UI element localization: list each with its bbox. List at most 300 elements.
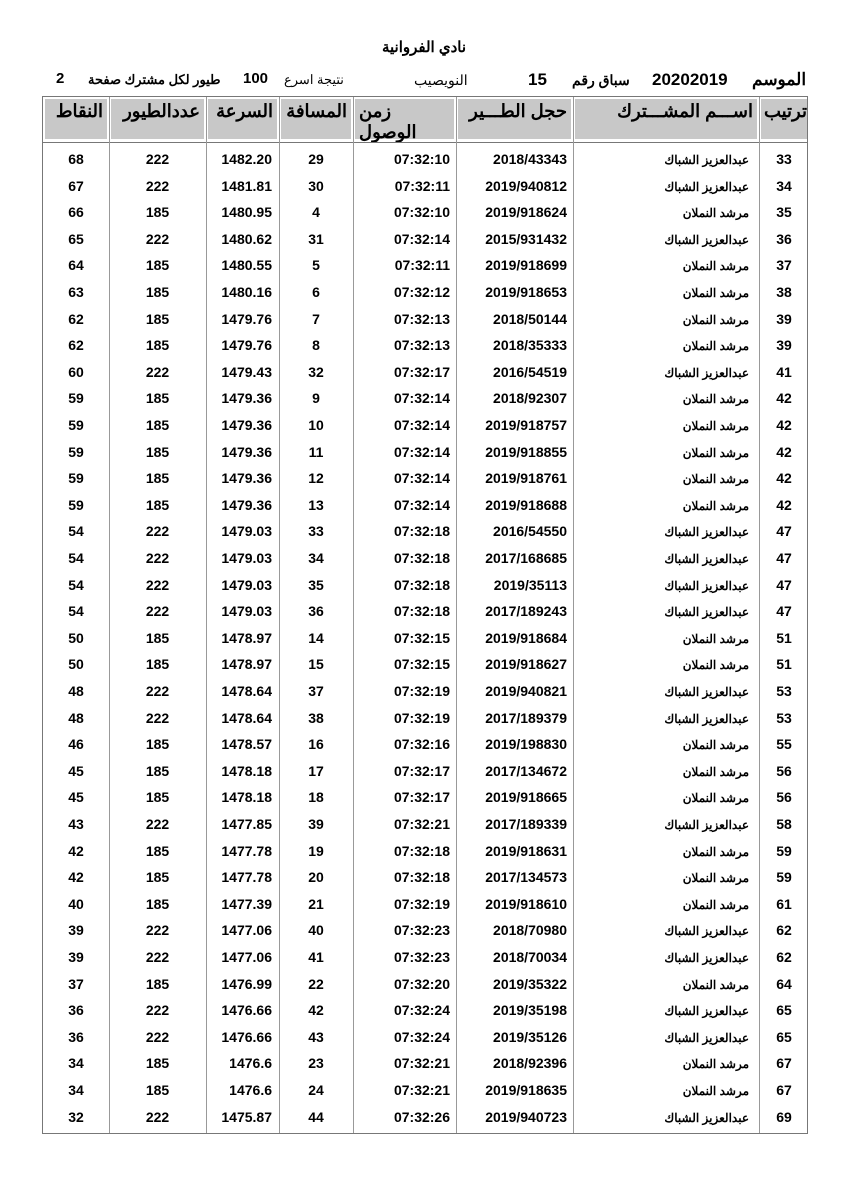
arrival-time-cell: 07:32:11: [394, 177, 450, 194]
ring-number-cell: 2018/35333: [493, 337, 567, 354]
speed-cell: 1478.97: [221, 656, 272, 673]
speed-cell: 1479.76: [221, 337, 272, 354]
arrival-time-cell: 07:32:24: [393, 1002, 450, 1019]
distance-cell: 29: [308, 151, 324, 167]
distance-cell: 43: [308, 1028, 324, 1045]
header-name: اســـم المشـــترك: [575, 99, 757, 139]
bird-count-cell: 222: [145, 1002, 170, 1019]
rank-cell: 56: [776, 789, 792, 806]
points-cell: 40: [68, 895, 84, 912]
distance-cell: 6: [312, 284, 320, 300]
points-cell: 59: [68, 390, 84, 407]
header-divider: [43, 142, 807, 143]
distance-cell: 22: [308, 975, 324, 992]
rank-cell: 58: [776, 816, 792, 832]
rank-cell: 67: [776, 1055, 792, 1072]
participant-name-cell: عبدالعزيز الشباك: [664, 818, 749, 832]
speed-cell: 1475.87: [221, 1108, 272, 1125]
header-speed: السرعة: [208, 99, 277, 139]
table-row: [43, 892, 809, 918]
distance-cell: 20: [308, 869, 324, 886]
table-row: [43, 706, 809, 732]
bird-count-cell: 222: [145, 603, 170, 620]
bird-count-cell: 185: [145, 470, 170, 487]
points-cell: 54: [68, 523, 84, 540]
distance-cell: 10: [308, 417, 324, 433]
distance-cell: 32: [308, 363, 324, 380]
speed-cell: 1476.6: [229, 1055, 272, 1072]
arrival-time-cell: 07:32:18: [393, 869, 450, 886]
bird-count-cell: 185: [145, 443, 170, 460]
ring-number-cell: 2018/70034: [493, 949, 567, 965]
bird-count-cell: 185: [145, 736, 170, 753]
participant-name-cell: عبدالعزيز الشباك: [664, 578, 749, 593]
speed-cell: 1480.16: [221, 284, 272, 300]
speed-cell: 1479.43: [221, 363, 272, 380]
arrival-time-cell: 07:32:14: [393, 443, 450, 460]
bird-count-cell: 185: [145, 1082, 170, 1098]
ring-number-cell: 2016/54550: [493, 523, 567, 540]
points-cell: 67: [68, 177, 84, 194]
points-cell: 43: [68, 816, 84, 832]
bird-count-cell: 222: [145, 177, 170, 194]
participant-name-cell: مرشد النملان: [682, 977, 749, 992]
rank-cell: 62: [776, 922, 792, 939]
points-cell: 32: [68, 1108, 84, 1125]
table-row: [43, 599, 809, 625]
table-row: [43, 972, 809, 998]
arrival-time-cell: 07:32:11: [394, 257, 450, 274]
participant-name-cell: مرشد النملان: [682, 312, 749, 327]
speed-cell: 1479.76: [221, 310, 272, 327]
ring-number-cell: 2019/918635: [485, 1082, 567, 1098]
table-row: [43, 546, 809, 572]
table-row: [43, 280, 809, 306]
bird-count-cell: 185: [145, 762, 170, 779]
ring-number-cell: 2019/940812: [485, 177, 567, 194]
distance-cell: 36: [308, 603, 324, 620]
distance-cell: 40: [308, 922, 324, 939]
bird-count-cell: 185: [145, 895, 170, 912]
speed-cell: 1478.57: [221, 736, 272, 753]
bird-count-cell: 185: [145, 842, 170, 859]
participant-name-cell: مرشد النملان: [682, 1057, 749, 1072]
rank-cell: 56: [776, 762, 792, 779]
rank-cell: 37: [776, 257, 792, 274]
ring-number-cell: 2017/189243: [485, 603, 567, 620]
distance-cell: 37: [308, 683, 324, 699]
points-cell: 48: [68, 709, 84, 726]
rank-cell: 42: [776, 496, 792, 513]
bird-count-cell: 222: [145, 816, 170, 832]
table-row: [43, 519, 809, 545]
points-cell: 54: [68, 576, 84, 593]
points-cell: 59: [68, 443, 84, 460]
arrival-time-cell: 07:32:14: [393, 496, 450, 513]
points-cell: 68: [68, 151, 84, 167]
participant-name-cell: عبدالعزيز الشباك: [664, 365, 749, 380]
bird-count-cell: 185: [145, 629, 170, 646]
ring-number-cell: 2017/168685: [485, 550, 567, 566]
participant-name-cell: مرشد النملان: [682, 844, 749, 859]
arrival-time-cell: 07:32:18: [393, 550, 450, 566]
ring-number-cell: 2019/918631: [485, 842, 567, 859]
arrival-time-cell: 07:32:17: [393, 762, 450, 779]
table-row: [43, 307, 809, 333]
speed-cell: 1478.64: [221, 709, 272, 726]
header-arrival: زمن الوصول: [355, 99, 454, 139]
rank-cell: 47: [776, 550, 792, 566]
participant-name-cell: مرشد النملان: [682, 472, 749, 487]
ring-number-cell: 2019/35113: [493, 576, 567, 593]
arrival-time-cell: 07:32:19: [393, 895, 450, 912]
points-cell: 45: [68, 762, 84, 779]
race-number: 15: [528, 70, 547, 89]
bird-count-cell: 222: [145, 576, 170, 593]
arrival-time-cell: 07:32:14: [393, 417, 450, 433]
points-cell: 37: [68, 975, 84, 992]
points-cell: 60: [68, 363, 84, 380]
distance-cell: 19: [308, 842, 324, 859]
speed-cell: 1479.36: [221, 390, 272, 407]
rank-cell: 42: [776, 443, 792, 460]
points-cell: 42: [68, 869, 84, 886]
participant-name-cell: مرشد النملان: [682, 445, 749, 460]
fastest-count: 100: [243, 70, 269, 87]
arrival-time-cell: 07:32:12: [393, 284, 450, 300]
distance-cell: 18: [308, 789, 324, 806]
arrival-time-cell: 07:32:10: [393, 204, 450, 221]
arrival-time-cell: 07:32:23: [393, 949, 450, 965]
participant-name-cell: مرشد النملان: [682, 738, 749, 753]
participant-name-cell: عبدالعزيز الشباك: [664, 552, 749, 566]
distance-cell: 17: [308, 762, 324, 779]
arrival-time-cell: 07:32:18: [393, 842, 450, 859]
points-cell: 34: [68, 1055, 84, 1072]
header-ring: حجل الطـــير: [458, 99, 571, 139]
rank-cell: 38: [776, 284, 792, 300]
participant-name-cell: مرشد النملان: [682, 897, 749, 912]
rank-cell: 61: [776, 895, 792, 912]
arrival-time-cell: 07:32:24: [393, 1028, 450, 1045]
table-row: [43, 679, 809, 705]
arrival-time-cell: 07:32:18: [393, 603, 450, 620]
speed-cell: 1481.81: [221, 177, 272, 194]
distance-cell: 16: [308, 736, 324, 753]
rank-cell: 39: [776, 337, 792, 354]
rank-cell: 51: [776, 629, 792, 646]
arrival-time-cell: 07:32:20: [393, 975, 450, 992]
rank-cell: 53: [776, 683, 792, 699]
rank-cell: 59: [776, 842, 792, 859]
points-cell: 54: [68, 603, 84, 620]
header-distance: المسافة: [281, 99, 351, 139]
bird-count-cell: 222: [145, 1108, 170, 1125]
participant-name-cell: مرشد النملان: [682, 764, 749, 779]
season-label: الموسم: [752, 70, 807, 89]
speed-cell: 1478.18: [221, 762, 272, 779]
arrival-time-cell: 07:32:17: [393, 363, 450, 380]
distance-cell: 42: [308, 1002, 324, 1019]
ring-number-cell: 2019/918684: [485, 629, 567, 646]
points-cell: 48: [68, 683, 84, 699]
participant-name-cell: عبدالعزيز الشباك: [664, 924, 749, 939]
arrival-time-cell: 07:32:26: [393, 1108, 450, 1125]
table-row: [43, 759, 809, 785]
rank-cell: 47: [776, 603, 792, 620]
table-row: [43, 174, 809, 200]
table-row: [43, 839, 809, 865]
speed-cell: 1480.55: [221, 257, 272, 274]
speed-cell: 1477.39: [221, 895, 272, 912]
bird-count-cell: 222: [145, 151, 170, 167]
points-cell: 65: [68, 230, 84, 247]
arrival-time-cell: 07:32:18: [393, 523, 450, 540]
rank-cell: 42: [776, 417, 792, 433]
race-location: النويصيب: [414, 72, 468, 88]
bird-count-cell: 185: [145, 1055, 170, 1072]
distance-cell: 24: [308, 1082, 324, 1098]
bird-count-cell: 222: [145, 550, 170, 566]
bird-count-cell: 185: [145, 204, 170, 221]
arrival-time-cell: 07:32:18: [393, 576, 450, 593]
participant-name-cell: عبدالعزيز الشباك: [664, 951, 749, 965]
speed-cell: 1479.03: [221, 576, 272, 593]
ring-number-cell: 2019/918627: [485, 656, 567, 673]
ring-number-cell: 2019/940821: [485, 683, 567, 699]
arrival-time-cell: 07:32:21: [393, 816, 450, 832]
ring-number-cell: 2017/189379: [485, 709, 567, 726]
speed-cell: 1478.97: [221, 629, 272, 646]
points-cell: 63: [68, 284, 84, 300]
ring-number-cell: 2019/35198: [493, 1002, 567, 1019]
points-cell: 59: [68, 417, 84, 433]
participant-name-cell: مرشد النملان: [682, 392, 749, 407]
participant-name-cell: عبدالعزيز الشباك: [664, 685, 749, 699]
ring-number-cell: 2016/54519: [493, 363, 567, 380]
rank-cell: 65: [776, 1002, 792, 1019]
bird-count-cell: 222: [145, 922, 170, 939]
participant-name-cell: عبدالعزيز الشباك: [664, 1110, 749, 1125]
rank-cell: 39: [776, 310, 792, 327]
rank-cell: 53: [776, 709, 792, 726]
arrival-time-cell: 07:32:13: [393, 337, 450, 354]
table-row: [43, 1051, 809, 1077]
ring-number-cell: 2019/940723: [485, 1108, 567, 1125]
ring-number-cell: 2017/134672: [485, 762, 567, 779]
arrival-time-cell: 07:32:16: [393, 736, 450, 753]
page-number: 2: [56, 70, 65, 87]
table-row: [43, 998, 809, 1024]
table-row: [43, 386, 809, 412]
ring-number-cell: 2015/931432: [485, 230, 567, 247]
table-row: [43, 1078, 809, 1104]
points-cell: 50: [68, 629, 84, 646]
distance-cell: 8: [312, 337, 320, 354]
bird-count-cell: 185: [145, 310, 170, 327]
participant-name-cell: عبدالعزيز الشباك: [664, 605, 749, 620]
ring-number-cell: 2019/918855: [485, 443, 567, 460]
rank-cell: 65: [776, 1028, 792, 1045]
table-row: [43, 333, 809, 359]
bird-count-cell: 185: [145, 337, 170, 354]
arrival-time-cell: 07:32:19: [393, 709, 450, 726]
ring-number-cell: 2017/134573: [485, 869, 567, 886]
speed-cell: 1482.20: [221, 151, 272, 167]
table-row: [43, 945, 809, 971]
table-row: [43, 1105, 809, 1131]
ring-number-cell: 2019/918699: [485, 257, 567, 274]
club-title: نادي الفروانية: [381, 39, 467, 56]
distance-cell: 44: [308, 1108, 324, 1125]
arrival-time-cell: 07:32:19: [393, 683, 450, 699]
participant-name-cell: مرشد النملان: [682, 206, 749, 221]
rank-cell: 62: [776, 949, 792, 965]
fastest-label: نتيجة اسرع: [284, 72, 344, 87]
ring-number-cell: 2018/92396: [493, 1055, 567, 1072]
speed-cell: 1477.78: [221, 842, 272, 859]
distance-cell: 41: [308, 949, 324, 965]
header-points: النقاط: [45, 99, 107, 139]
table-row: [43, 1025, 809, 1051]
bird-count-cell: 222: [145, 683, 170, 699]
points-cell: 66: [68, 204, 84, 221]
arrival-time-cell: 07:32:14: [393, 470, 450, 487]
bird-count-cell: 222: [145, 523, 170, 540]
table-row: [43, 652, 809, 678]
participant-name-cell: عبدالعزيز الشباك: [664, 179, 749, 194]
participant-name-cell: مرشد النملان: [682, 259, 749, 274]
participant-name-cell: مرشد النملان: [682, 871, 749, 886]
rank-cell: 64: [776, 975, 792, 992]
points-cell: 54: [68, 550, 84, 566]
rank-cell: 35: [776, 204, 792, 221]
participant-name-cell: مرشد النملان: [682, 339, 749, 354]
ring-number-cell: 2018/50144: [493, 310, 567, 327]
participant-name-cell: مرشد النملان: [682, 498, 749, 513]
arrival-time-cell: 07:32:10: [393, 151, 450, 167]
ring-number-cell: 2017/189339: [485, 816, 567, 832]
participant-name-cell: عبدالعزيز الشباك: [664, 525, 749, 540]
table-row: [43, 918, 809, 944]
distance-cell: 21: [308, 895, 324, 912]
ring-number-cell: 2019/918688: [485, 496, 567, 513]
distance-cell: 31: [308, 230, 324, 247]
table-row: [43, 573, 809, 599]
participant-name-cell: مرشد النملان: [682, 658, 749, 673]
speed-cell: 1476.6: [229, 1082, 272, 1098]
rank-cell: 47: [776, 523, 792, 540]
table-row: [43, 785, 809, 811]
table-row: [43, 865, 809, 891]
bird-count-cell: 185: [145, 869, 170, 886]
speed-cell: 1477.85: [221, 816, 272, 832]
bird-count-cell: 222: [145, 363, 170, 380]
rank-cell: 42: [776, 470, 792, 487]
participant-name-cell: مرشد النملان: [682, 631, 749, 646]
distance-cell: 34: [308, 550, 324, 566]
speed-cell: 1479.03: [221, 550, 272, 566]
bird-count-cell: 185: [145, 417, 170, 433]
points-cell: 39: [68, 922, 84, 939]
participant-name-cell: عبدالعزيز الشباك: [664, 1030, 749, 1045]
speed-cell: 1479.03: [221, 603, 272, 620]
distance-cell: 39: [308, 816, 324, 832]
distance-cell: 38: [308, 709, 324, 726]
points-cell: 59: [68, 496, 84, 513]
rank-cell: 55: [776, 736, 792, 753]
participant-name-cell: عبدالعزيز الشباك: [664, 1004, 749, 1019]
ring-number-cell: 2019/35322: [493, 975, 567, 992]
distance-cell: 30: [308, 177, 324, 194]
points-cell: 46: [68, 736, 84, 753]
distance-cell: 13: [308, 496, 324, 513]
points-cell: 42: [68, 842, 84, 859]
table-row: [43, 413, 809, 439]
table-row: [43, 200, 809, 226]
arrival-time-cell: 07:32:13: [393, 310, 450, 327]
bird-count-cell: 185: [145, 656, 170, 673]
distance-cell: 23: [308, 1055, 324, 1072]
bird-count-cell: 185: [145, 390, 170, 407]
distance-cell: 14: [308, 629, 324, 646]
season-value: 20202019: [652, 70, 728, 89]
points-cell: 39: [68, 949, 84, 965]
distance-cell: 7: [312, 310, 320, 327]
points-cell: 62: [68, 310, 84, 327]
bird-count-cell: 222: [145, 1028, 170, 1045]
points-cell: 45: [68, 789, 84, 806]
speed-cell: 1477.06: [221, 949, 272, 965]
bird-count-cell: 185: [145, 257, 170, 274]
table-row: [43, 626, 809, 652]
header-rank: ترتيب: [761, 99, 807, 139]
participant-name-cell: مرشد النملان: [682, 419, 749, 433]
table-row: [43, 360, 809, 386]
arrival-time-cell: 07:32:17: [393, 789, 450, 806]
ring-number-cell: 2018/92307: [493, 390, 567, 407]
rank-cell: 34: [776, 177, 792, 194]
points-cell: 36: [68, 1028, 84, 1045]
speed-cell: 1476.66: [221, 1002, 272, 1019]
distance-cell: 35: [308, 576, 324, 593]
bird-count-cell: 222: [145, 709, 170, 726]
rank-cell: 42: [776, 390, 792, 407]
bird-count-cell: 222: [145, 949, 170, 965]
points-cell: 59: [68, 470, 84, 487]
distance-cell: 5: [312, 257, 320, 274]
ring-number-cell: 2019/918624: [485, 204, 567, 221]
arrival-time-cell: 07:32:14: [393, 390, 450, 407]
ring-number-cell: 2018/70980: [493, 922, 567, 939]
speed-cell: 1479.03: [221, 523, 272, 540]
speed-cell: 1479.36: [221, 417, 272, 433]
speed-cell: 1477.78: [221, 869, 272, 886]
bird-count-cell: 185: [145, 284, 170, 300]
table-row: [43, 493, 809, 519]
participant-name-cell: مرشد النملان: [682, 791, 749, 806]
speed-cell: 1480.62: [221, 230, 272, 247]
ring-number-cell: 2018/43343: [493, 151, 567, 167]
ring-number-cell: 2019/35126: [493, 1028, 567, 1045]
table-row: [43, 732, 809, 758]
table-row: [43, 440, 809, 466]
speed-cell: 1478.18: [221, 789, 272, 806]
arrival-time-cell: 07:32:15: [393, 629, 450, 646]
points-cell: 36: [68, 1002, 84, 1019]
participant-name-cell: عبدالعزيز الشباك: [664, 153, 749, 167]
participant-name-cell: مرشد النملان: [682, 286, 749, 300]
